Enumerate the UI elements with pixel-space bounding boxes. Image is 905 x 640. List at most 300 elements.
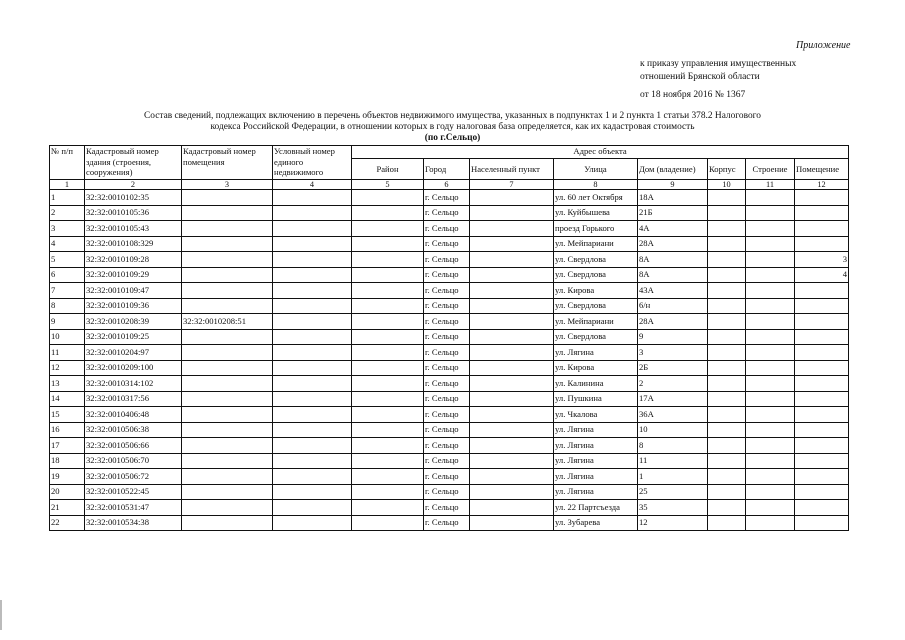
premises-cadastral-cell [182, 205, 273, 221]
settlement-cell [470, 298, 554, 314]
settlement-cell [470, 407, 554, 423]
city-cell: г. Сельцо [424, 360, 470, 376]
table-row [50, 453, 849, 469]
table-row [50, 500, 849, 516]
building-cadastral-cell: 32:32:0010109:25 [85, 329, 182, 345]
district-cell [352, 438, 424, 454]
building-cadastral-cell: 32:32:0010531:47 [85, 500, 182, 516]
house-cell: 8А [638, 267, 708, 283]
district-cell [352, 515, 424, 531]
house-cell: 11 [638, 453, 708, 469]
city-cell: г. Сельцо [424, 205, 470, 221]
district-cell [352, 236, 424, 252]
settlement-cell [470, 391, 554, 407]
city-cell: г. Сельцо [424, 453, 470, 469]
structure-cell [746, 221, 795, 237]
room-cell [795, 484, 849, 500]
complex-number-cell [273, 515, 352, 531]
street-cell: ул. Лягина [554, 345, 638, 361]
house-cell: 36А [638, 407, 708, 423]
premises-cadastral-cell [182, 252, 273, 268]
header-structure: Строение [746, 159, 795, 180]
building-cadastral-cell: 32:32:0010105:36 [85, 205, 182, 221]
title-subtitle: (по г.Сельцо) [424, 133, 481, 144]
settlement-cell [470, 360, 554, 376]
korpus-cell [708, 345, 746, 361]
district-cell [352, 376, 424, 392]
korpus-cell [708, 360, 746, 376]
korpus-cell [708, 221, 746, 237]
structure-cell [746, 407, 795, 423]
structure-cell [746, 283, 795, 299]
settlement-cell [470, 190, 554, 206]
district-cell [352, 190, 424, 206]
building-cadastral-cell: 32:32:0010506:70 [85, 453, 182, 469]
structure-cell [746, 500, 795, 516]
district-cell [352, 298, 424, 314]
header-city: Город [424, 159, 470, 180]
table-row [50, 314, 849, 330]
korpus-cell [708, 252, 746, 268]
korpus-cell [708, 329, 746, 345]
house-cell: 6/н [638, 298, 708, 314]
building-cadastral-cell: 32:32:0010506:72 [85, 469, 182, 485]
table-row [50, 345, 849, 361]
room-cell [795, 500, 849, 516]
premises-cadastral-cell [182, 422, 273, 438]
complex-number-cell [273, 236, 352, 252]
annex-label: Приложение [796, 40, 851, 51]
settlement-cell [470, 236, 554, 252]
house-cell: 17А [638, 391, 708, 407]
premises-cadastral-cell: 32:32:0010208:51 [182, 314, 273, 330]
table-row [50, 376, 849, 392]
structure-cell [746, 190, 795, 206]
street-cell: ул. Мейпариани [554, 236, 638, 252]
structure-cell [746, 267, 795, 283]
row-number: 1 [50, 190, 85, 206]
structure-cell [746, 376, 795, 392]
korpus-cell [708, 453, 746, 469]
table-row [50, 329, 849, 345]
complex-number-cell [273, 190, 352, 206]
complex-number-cell [273, 314, 352, 330]
settlement-cell [470, 283, 554, 299]
house-cell: 2 [638, 376, 708, 392]
street-cell: ул. Пушкина [554, 391, 638, 407]
row-number: 4 [50, 236, 85, 252]
table-row [50, 221, 849, 237]
row-number: 2 [50, 205, 85, 221]
district-cell [352, 221, 424, 237]
city-cell: г. Сельцо [424, 345, 470, 361]
house-cell: 9 [638, 329, 708, 345]
column-number: 6 [424, 180, 470, 190]
settlement-cell [470, 515, 554, 531]
header-complex-number: Условный номер единого недвижимого [273, 146, 352, 180]
column-number: 4 [273, 180, 352, 190]
structure-cell [746, 469, 795, 485]
row-number: 7 [50, 283, 85, 299]
street-cell: ул. 60 лет Октября [554, 190, 638, 206]
table-row [50, 236, 849, 252]
district-cell [352, 205, 424, 221]
structure-cell [746, 422, 795, 438]
korpus-cell [708, 407, 746, 423]
street-cell: ул. Свердлова [554, 267, 638, 283]
premises-cadastral-cell [182, 283, 273, 299]
column-number: 8 [554, 180, 638, 190]
structure-cell [746, 360, 795, 376]
house-cell: 1 [638, 469, 708, 485]
city-cell: г. Сельцо [424, 329, 470, 345]
premises-cadastral-cell [182, 453, 273, 469]
street-cell: ул. Мейпариани [554, 314, 638, 330]
building-cadastral-cell: 32:32:0010317:56 [85, 391, 182, 407]
column-number: 12 [795, 180, 849, 190]
house-cell: 2Б [638, 360, 708, 376]
city-cell: г. Сельцо [424, 267, 470, 283]
property-register-table [49, 145, 849, 531]
building-cadastral-cell: 32:32:0010108:329 [85, 236, 182, 252]
building-cadastral-cell: 32:32:0010109:47 [85, 283, 182, 299]
room-cell [795, 190, 849, 206]
premises-cadastral-cell [182, 360, 273, 376]
row-number: 20 [50, 484, 85, 500]
room-cell [795, 314, 849, 330]
premises-cadastral-cell [182, 484, 273, 500]
city-cell: г. Сельцо [424, 515, 470, 531]
korpus-cell [708, 190, 746, 206]
city-cell: г. Сельцо [424, 438, 470, 454]
row-number: 11 [50, 345, 85, 361]
premises-cadastral-cell [182, 236, 273, 252]
room-cell [795, 221, 849, 237]
settlement-cell [470, 500, 554, 516]
row-number: 6 [50, 267, 85, 283]
settlement-cell [470, 267, 554, 283]
table-row [50, 252, 849, 268]
order-line: к приказу управления имущественных [640, 59, 797, 69]
header-district: Район [352, 159, 424, 180]
header-address: Адрес объекта [352, 146, 849, 159]
column-number: 1 [50, 180, 85, 190]
column-number: 9 [638, 180, 708, 190]
house-cell: 4А [638, 221, 708, 237]
district-cell [352, 314, 424, 330]
row-number: 12 [50, 360, 85, 376]
structure-cell [746, 298, 795, 314]
settlement-cell [470, 438, 554, 454]
district-cell [352, 484, 424, 500]
city-cell: г. Сельцо [424, 190, 470, 206]
city-cell: г. Сельцо [424, 221, 470, 237]
house-cell: 3 [638, 345, 708, 361]
table-row [50, 484, 849, 500]
premises-cadastral-cell [182, 515, 273, 531]
house-cell: 8А [638, 252, 708, 268]
settlement-cell [470, 205, 554, 221]
table-row [50, 267, 849, 283]
street-cell: ул. Зубарева [554, 515, 638, 531]
structure-cell [746, 329, 795, 345]
korpus-cell [708, 438, 746, 454]
street-cell: ул. Свердлова [554, 329, 638, 345]
korpus-cell [708, 500, 746, 516]
complex-number-cell [273, 469, 352, 485]
settlement-cell [470, 345, 554, 361]
structure-cell [746, 391, 795, 407]
row-number: 13 [50, 376, 85, 392]
room-cell [795, 298, 849, 314]
street-cell: ул. Кирова [554, 283, 638, 299]
street-cell: ул. Свердлова [554, 298, 638, 314]
district-cell [352, 252, 424, 268]
building-cadastral-cell: 32:32:0010534:38 [85, 515, 182, 531]
settlement-cell [470, 453, 554, 469]
korpus-cell [708, 236, 746, 252]
building-cadastral-cell: 32:32:0010314:102 [85, 376, 182, 392]
district-cell [352, 453, 424, 469]
city-cell: г. Сельцо [424, 298, 470, 314]
complex-number-cell [273, 329, 352, 345]
column-number: 2 [85, 180, 182, 190]
header-house: Дом (владение) [638, 159, 708, 180]
complex-number-cell [273, 360, 352, 376]
complex-number-cell [273, 298, 352, 314]
row-number: 15 [50, 407, 85, 423]
building-cadastral-cell: 32:32:0010204:97 [85, 345, 182, 361]
room-cell [795, 329, 849, 345]
complex-number-cell [273, 221, 352, 237]
korpus-cell [708, 283, 746, 299]
district-cell [352, 391, 424, 407]
table-row [50, 515, 849, 531]
city-cell: г. Сельцо [424, 283, 470, 299]
settlement-cell [470, 484, 554, 500]
premises-cadastral-cell [182, 345, 273, 361]
table-row [50, 205, 849, 221]
street-cell: ул. Свердлова [554, 252, 638, 268]
complex-number-cell [273, 438, 352, 454]
street-cell: ул. Калинина [554, 376, 638, 392]
settlement-cell [470, 252, 554, 268]
room-cell [795, 205, 849, 221]
structure-cell [746, 484, 795, 500]
room-cell [795, 407, 849, 423]
complex-number-cell [273, 484, 352, 500]
building-cadastral-cell: 32:32:0010209:100 [85, 360, 182, 376]
row-number: 16 [50, 422, 85, 438]
korpus-cell [708, 469, 746, 485]
complex-number-cell [273, 267, 352, 283]
row-number: 10 [50, 329, 85, 345]
house-cell: 21Б [638, 205, 708, 221]
building-cadastral-cell: 32:32:0010109:29 [85, 267, 182, 283]
premises-cadastral-cell [182, 500, 273, 516]
settlement-cell [470, 314, 554, 330]
city-cell: г. Сельцо [424, 252, 470, 268]
row-number: 3 [50, 221, 85, 237]
header-settlement: Населенный пункт [470, 159, 554, 180]
order-date: от 18 ноября 2016 № 1367 [640, 90, 746, 100]
column-number: 10 [708, 180, 746, 190]
city-cell: г. Сельцо [424, 469, 470, 485]
table-row [50, 438, 849, 454]
korpus-cell [708, 515, 746, 531]
street-cell: ул. Лягина [554, 469, 638, 485]
street-cell: ул. Чкалова [554, 407, 638, 423]
table-row [50, 407, 849, 423]
district-cell [352, 500, 424, 516]
room-cell [795, 515, 849, 531]
table-row [50, 422, 849, 438]
premises-cadastral-cell [182, 469, 273, 485]
structure-cell [746, 345, 795, 361]
premises-cadastral-cell [182, 298, 273, 314]
korpus-cell [708, 267, 746, 283]
header-num: № п/п [50, 146, 85, 180]
street-cell: ул. Лягина [554, 484, 638, 500]
room-cell [795, 422, 849, 438]
settlement-cell [470, 221, 554, 237]
street-cell: ул. Кирова [554, 360, 638, 376]
header-row [50, 146, 849, 159]
room-cell [795, 391, 849, 407]
complex-number-cell [273, 252, 352, 268]
city-cell: г. Сельцо [424, 314, 470, 330]
room-cell [795, 453, 849, 469]
house-cell: 28А [638, 236, 708, 252]
column-number: 3 [182, 180, 273, 190]
district-cell [352, 345, 424, 361]
street-cell: проезд Горького [554, 221, 638, 237]
settlement-cell [470, 422, 554, 438]
street-cell: ул. Лягина [554, 453, 638, 469]
building-cadastral-cell: 32:32:0010506:66 [85, 438, 182, 454]
row-number: 19 [50, 469, 85, 485]
premises-cadastral-cell [182, 329, 273, 345]
document-title [60, 111, 845, 145]
city-cell: г. Сельцо [424, 376, 470, 392]
premises-cadastral-cell [182, 267, 273, 283]
structure-cell [746, 515, 795, 531]
room-cell: 3 [795, 252, 849, 268]
house-cell: 43А [638, 283, 708, 299]
premises-cadastral-cell [182, 221, 273, 237]
building-cadastral-cell: 32:32:0010102:35 [85, 190, 182, 206]
building-cadastral-cell: 32:32:0010406:48 [85, 407, 182, 423]
header-street: Улица [554, 159, 638, 180]
settlement-cell [470, 376, 554, 392]
table-row [50, 469, 849, 485]
header-premises-cadastral: Кадастровый номер помещения [182, 146, 273, 180]
row-number: 17 [50, 438, 85, 454]
complex-number-cell [273, 453, 352, 469]
header-korpus: Корпус [708, 159, 746, 180]
building-cadastral-cell: 32:32:0010506:38 [85, 422, 182, 438]
house-cell: 25 [638, 484, 708, 500]
complex-number-cell [273, 422, 352, 438]
table-row [50, 391, 849, 407]
room-cell [795, 236, 849, 252]
room-cell [795, 283, 849, 299]
settlement-cell [470, 329, 554, 345]
structure-cell [746, 453, 795, 469]
house-cell: 28А [638, 314, 708, 330]
korpus-cell [708, 376, 746, 392]
structure-cell [746, 236, 795, 252]
building-cadastral-cell: 32:32:0010208:39 [85, 314, 182, 330]
house-cell: 12 [638, 515, 708, 531]
structure-cell [746, 438, 795, 454]
house-cell: 10 [638, 422, 708, 438]
district-cell [352, 469, 424, 485]
complex-number-cell [273, 500, 352, 516]
complex-number-cell [273, 391, 352, 407]
house-cell: 8 [638, 438, 708, 454]
column-number: 7 [470, 180, 554, 190]
structure-cell [746, 314, 795, 330]
structure-cell [746, 205, 795, 221]
column-number-row [50, 180, 849, 190]
structure-cell [746, 252, 795, 268]
table-row [50, 298, 849, 314]
street-cell: ул. Куйбышева [554, 205, 638, 221]
premises-cadastral-cell [182, 407, 273, 423]
row-number: 22 [50, 515, 85, 531]
korpus-cell [708, 314, 746, 330]
street-cell: ул. Лягина [554, 438, 638, 454]
building-cadastral-cell: 32:32:0010109:28 [85, 252, 182, 268]
room-cell [795, 360, 849, 376]
district-cell [352, 267, 424, 283]
premises-cadastral-cell [182, 438, 273, 454]
room-cell [795, 438, 849, 454]
building-cadastral-cell: 32:32:0010109:36 [85, 298, 182, 314]
row-number: 8 [50, 298, 85, 314]
room-cell [795, 376, 849, 392]
house-cell: 35 [638, 500, 708, 516]
city-cell: г. Сельцо [424, 236, 470, 252]
row-number: 14 [50, 391, 85, 407]
district-cell [352, 422, 424, 438]
premises-cadastral-cell [182, 376, 273, 392]
street-cell: ул. 22 Партсъезда [554, 500, 638, 516]
complex-number-cell [273, 283, 352, 299]
complex-number-cell [273, 205, 352, 221]
korpus-cell [708, 422, 746, 438]
settlement-cell [470, 469, 554, 485]
column-number: 5 [352, 180, 424, 190]
title-line: кодекса Российской Федерации, в отношении которых в году налоговая база определяется, как их кадастровая стоимость [210, 122, 695, 133]
korpus-cell [708, 391, 746, 407]
title-line: Состав сведений, подлежащих включению в перечень объектов недвижимого имущества, указанных в подпунктах 1 и 2 пункта 1 статьи 378.2 Налогового [144, 111, 761, 121]
table-row [50, 360, 849, 376]
korpus-cell [708, 484, 746, 500]
order-line: отношений Брянской области [640, 71, 760, 82]
city-cell: г. Сельцо [424, 484, 470, 500]
district-cell [352, 360, 424, 376]
header-building-cadastral: Кадастровый номер здания (строения, сооружения) [85, 146, 182, 180]
complex-number-cell [273, 407, 352, 423]
table-row [50, 190, 849, 206]
city-cell: г. Сельцо [424, 500, 470, 516]
city-cell: г. Сельцо [424, 407, 470, 423]
header-room: Помещение [795, 159, 849, 180]
row-number: 18 [50, 453, 85, 469]
city-cell: г. Сельцо [424, 422, 470, 438]
